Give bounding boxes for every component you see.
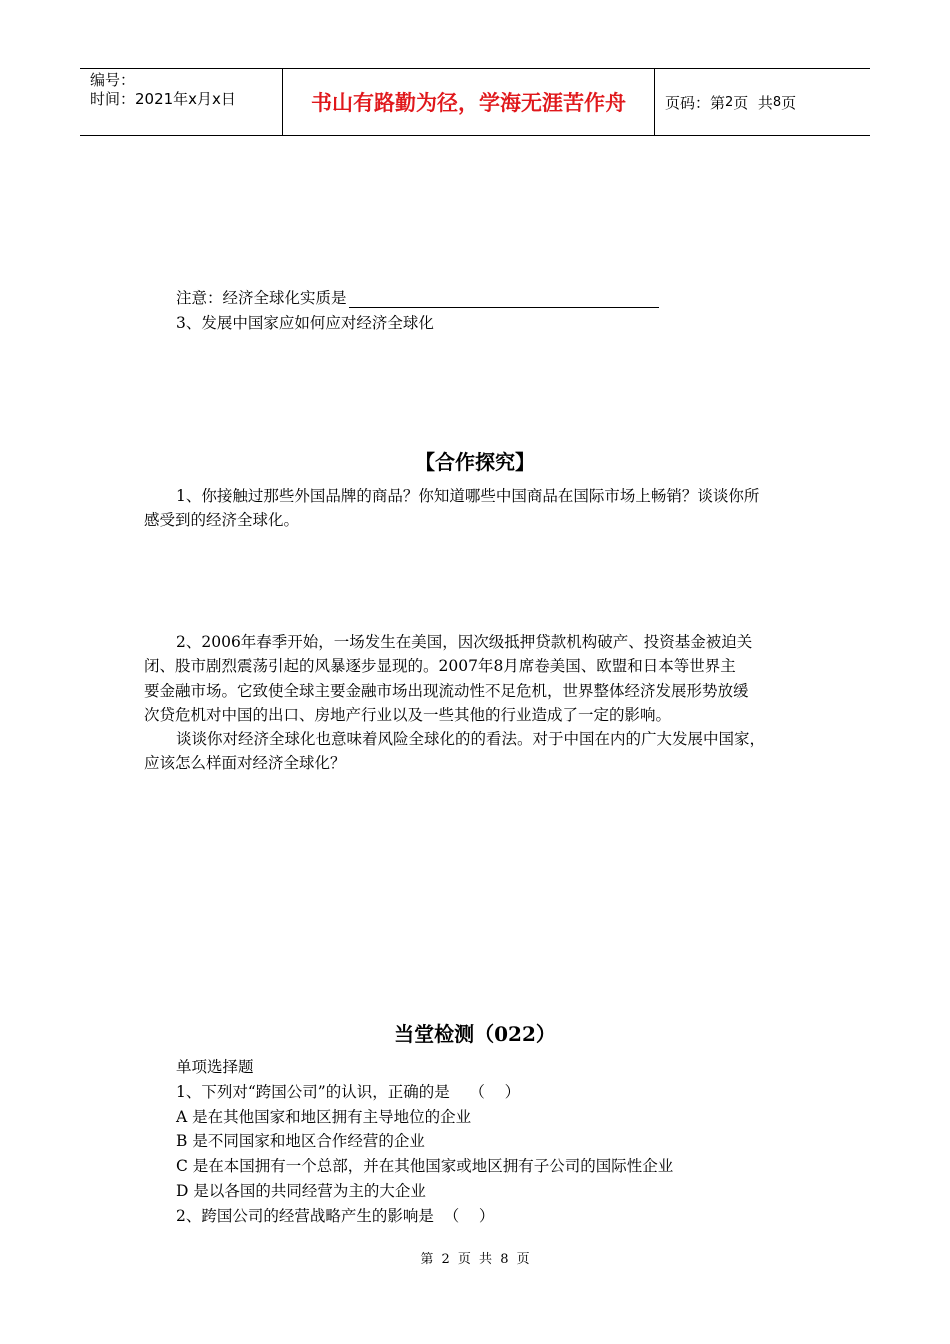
q1-line-2: 感受到的经济全球化。 <box>144 511 300 530</box>
page-label: 页码：第 <box>665 93 726 112</box>
coop-question-1 <box>144 484 820 533</box>
test-title: 当堂检测（022） <box>394 1022 556 1046</box>
test-section <box>176 1055 826 1229</box>
header-page-info <box>655 69 870 135</box>
page-footer: 第 2 页 共 8 页 <box>420 1252 530 1267</box>
test-type: 单项选择题 <box>176 1058 254 1076</box>
option-a: A 是在其他国家和地区拥有主导地位的企业 <box>176 1107 472 1126</box>
page-mid: 页 共 <box>733 93 773 112</box>
header-motto: 书山有路勤为径，学海无涯苦作舟 <box>282 69 655 135</box>
number-label: 编号： <box>90 71 136 89</box>
option-b: B 是不同国家和地区合作经营的企业 <box>176 1132 425 1151</box>
q2-line-1: 2、2006年春季开始，一场发生在美国，因次级抵押贷款机构破产、投资基金被迫关 <box>176 633 753 651</box>
date-label: 时间：2021年x月x日 <box>90 90 236 108</box>
fill-blank <box>349 292 659 308</box>
option-d: D 是以各国的共同经营为主的大企业 <box>176 1181 426 1200</box>
coop-question-2 <box>144 630 820 776</box>
q2-line-3: 要金融市场。它致使全球主要金融市场出现流动性不足危机，世界整体经济发展形势放缓 <box>144 681 749 700</box>
note-line <box>176 286 659 308</box>
q2-line-6: 应该怎么样面对经济全球化？ <box>144 754 346 773</box>
q2-line-4: 次贷危机对中国的出口、房地产行业以及一些其他的行业造成了一定的影响。 <box>144 705 672 724</box>
page-end: 页 <box>781 93 797 112</box>
header-left-cell <box>80 69 282 135</box>
page-header-table <box>80 68 870 136</box>
q2-line-2: 闭、股市剧烈震荡引起的风暴逐步显现的。2007年8月席卷美国、欧盟和日本等世界主 <box>144 657 736 676</box>
test-question-1: 1、下列对“跨国公司”的认识，正确的是 （ ） <box>176 1082 521 1101</box>
item-3: 3、发展中国家应如何应对经济全球化 <box>176 314 434 332</box>
page-total: 8 <box>772 94 782 110</box>
note-label: 注意：经济全球化实质是 <box>176 289 347 307</box>
page-number: 2 <box>725 94 734 110</box>
test-question-2: 2、跨国公司的经营战略产生的影响是 （ ） <box>176 1206 495 1225</box>
q1-line-1: 1、你接触过那些外国品牌的商品？你知道哪些中国商品在国际市场上畅销？谈谈你所 <box>176 487 760 505</box>
option-c: C 是在本国拥有一个总部，并在其他国家或地区拥有子公司的国际性企业 <box>176 1157 674 1176</box>
q2-line-5: 谈谈你对经济全球化也意味着风险全球化的的看法。对于中国在内的广大发展中国家， <box>176 730 766 749</box>
coop-title: 【合作探究】 <box>415 450 535 474</box>
